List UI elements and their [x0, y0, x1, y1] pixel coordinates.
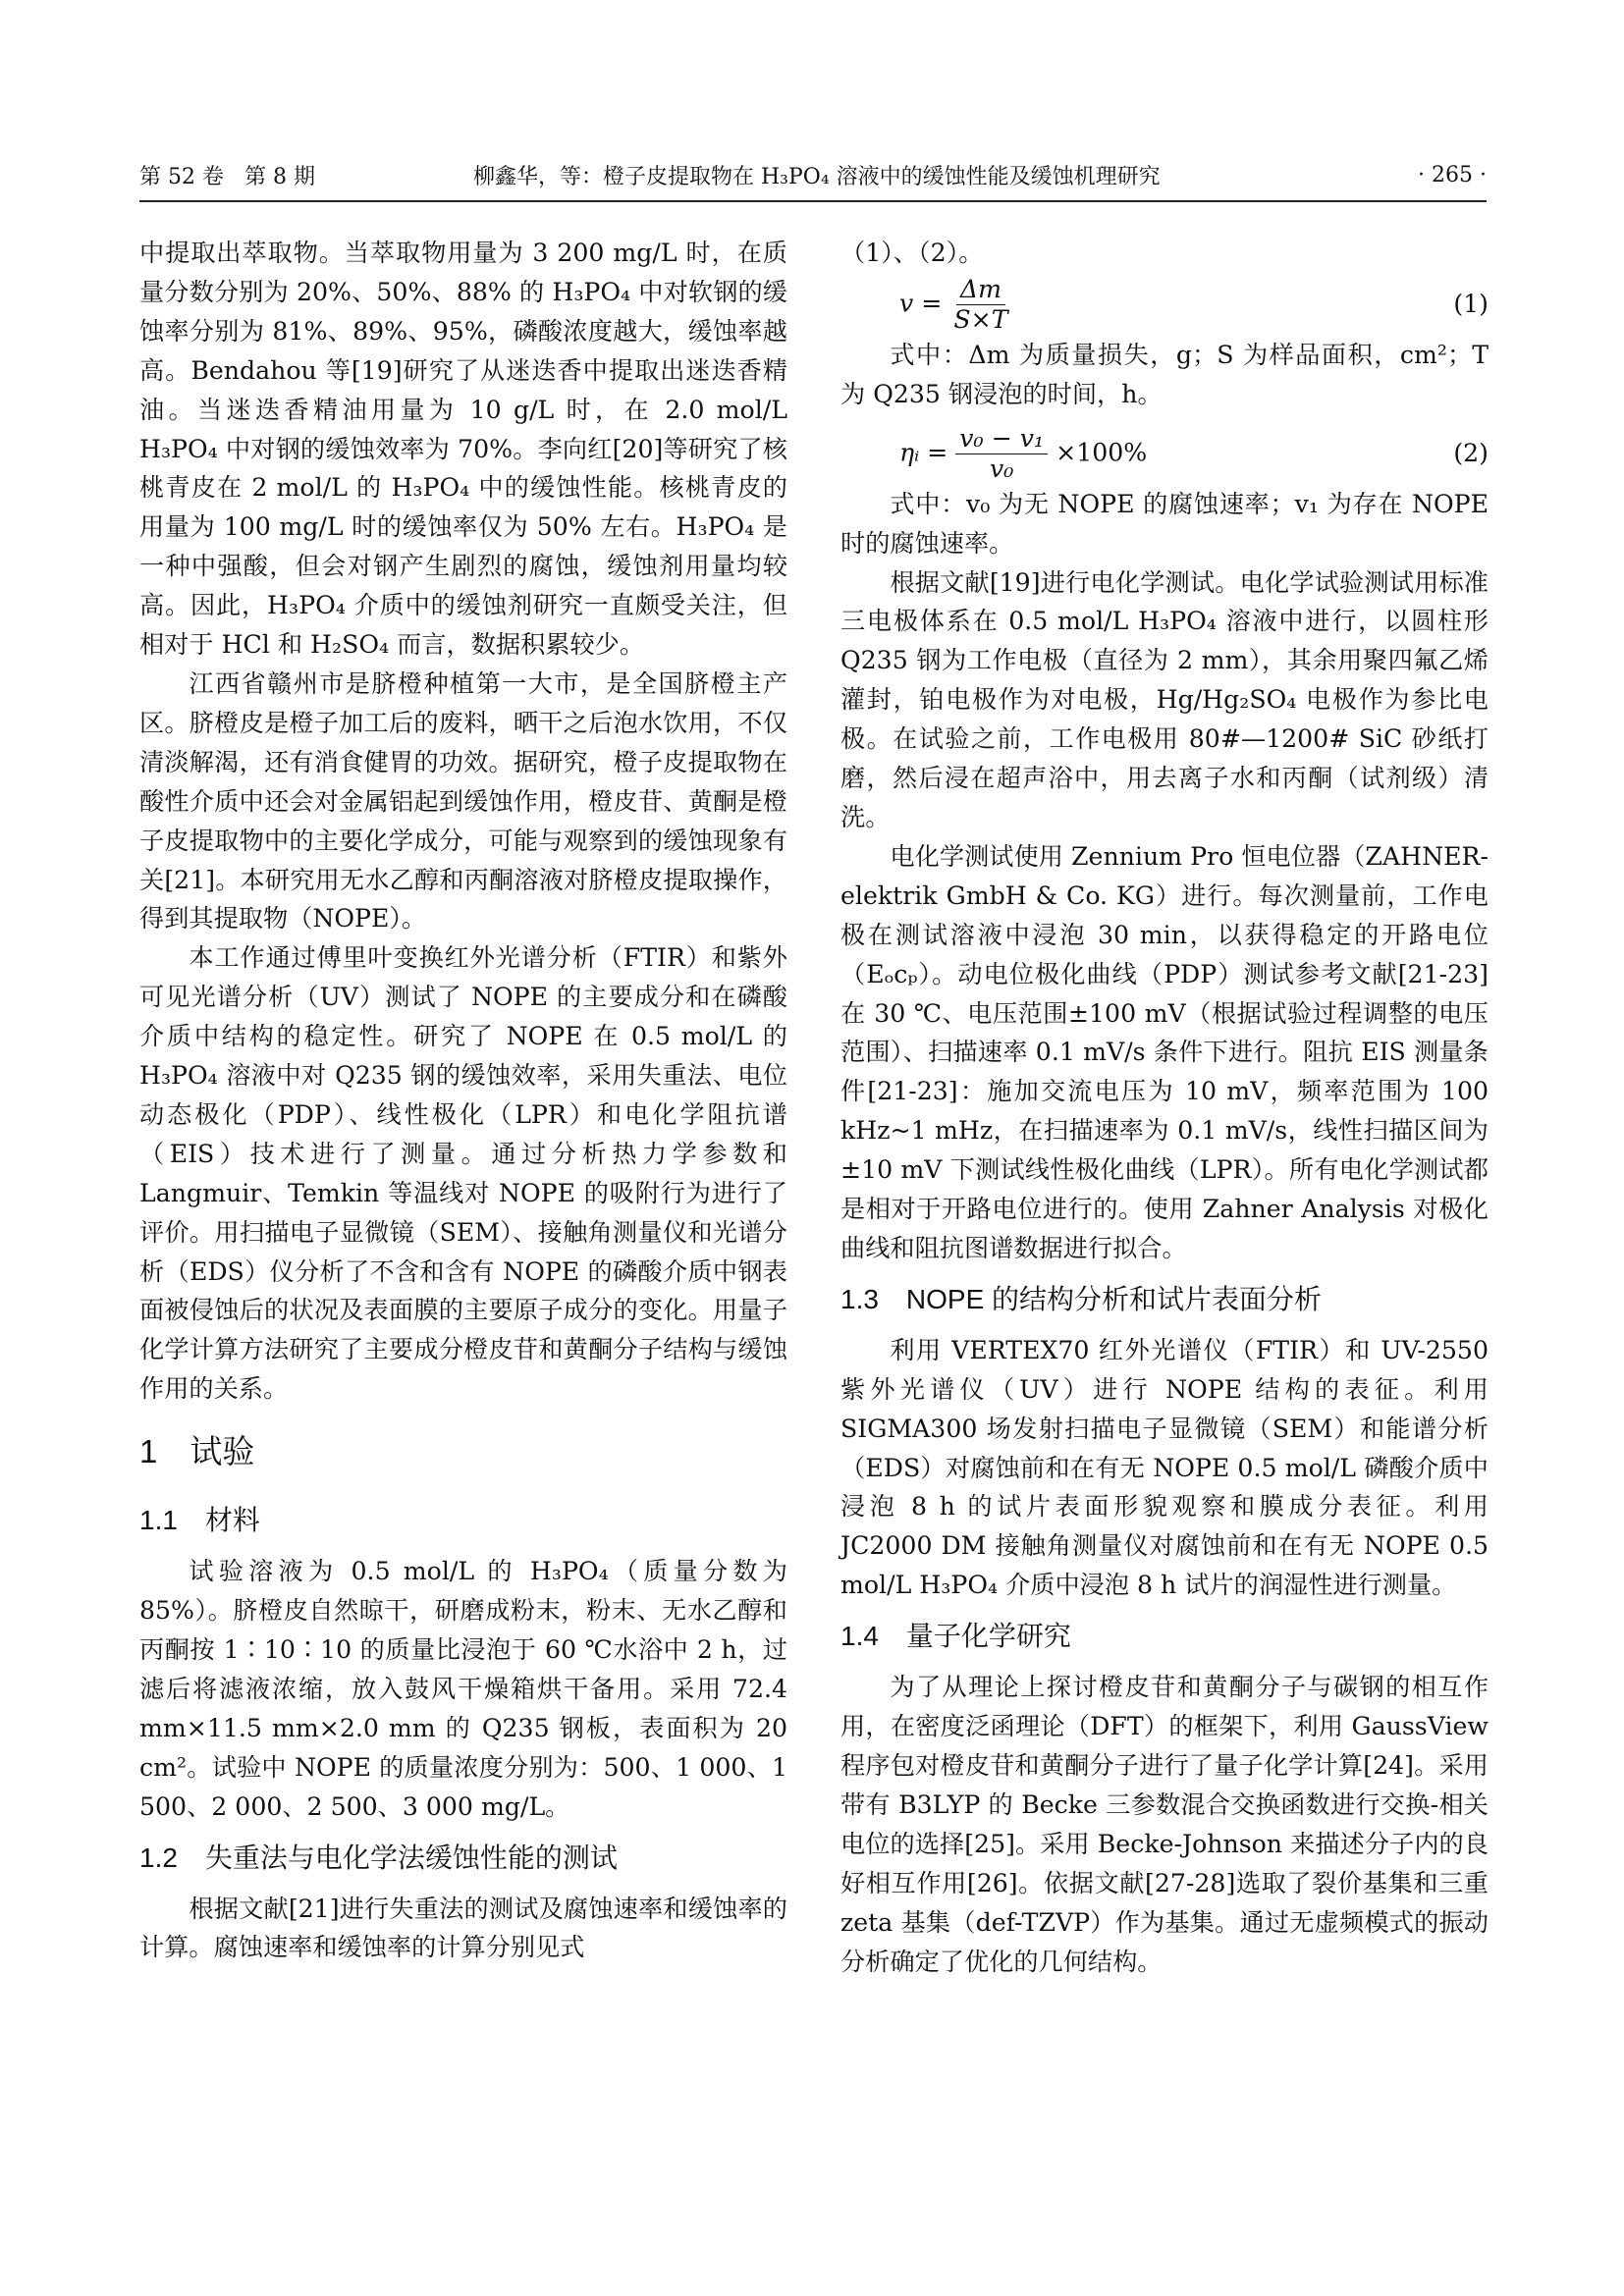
issue-label: 第 8 期 — [244, 164, 315, 189]
paragraph: 根据文献[19]进行电化学测试。电化学试验测试用标准三电极体系在 0.5 mol/L H₃PO₄ 溶液中进行，以圆柱形 Q235 钢为工作电极（直径为 2 mm），其余用聚四氟乙烯灌封，铂电极作为对电极，Hg/Hg₂SO₄ 电极作为参比电极。在试验之前，工作电极用 80#—1200# SiC 砂纸打磨，然后浸在超声浴中，用去离子水和丙酮（试剂级）清洗。 — [840, 567, 1489, 831]
eq2-number: (2) — [1453, 438, 1489, 467]
header-rule — [139, 200, 1487, 202]
volume-label: 第 52 卷 — [139, 164, 224, 189]
section-heading-1: 1 试验 — [139, 1433, 255, 1470]
eq1-fraction — [949, 275, 1011, 335]
running-header — [139, 155, 1487, 194]
eq1-numerator: Δm — [956, 275, 1005, 305]
equation-1 — [840, 273, 1489, 336]
paragraph: 式中：Δm 为质量损失，g；S 为样品面积，cm²；T 为 Q235 钢浸泡的时间，h。 — [840, 340, 1489, 408]
paragraph: （1）、（2）。 — [840, 239, 984, 267]
section-heading-1-1: 1.1 材料 — [139, 1505, 260, 1536]
paragraph: 电化学测试使用 Zennium Pro 恒电位器（ZAHNER-elektrik GmbH & Co. KG）进行。每次测量前，工作电极在测试溶液中浸泡 30 min，以获得稳定的开路电位（Eₒcₚ）。动电位极化曲线（PDP）测试参考文献[21-23]在 30 ℃、电压范围±100 mV（根据试验过程调整的电压范围）、扫描速率 0.1 mV/s 条件下进行。阻抗 EIS 测量条件[21-23]：施加交流电压为 10 mV，频率范围为 100 kHz~1 mHz，在扫描速率为 0.1 mV/s，线性扫描区间为±10 mV 下测试线性极化曲线（LPR）。所有电化学测试都是相对于开路电位进行的。使用 Zahner Analysis 对极化曲线和阻抗图谱数据进行拟合。 — [840, 841, 1489, 1262]
paragraph: 江西省赣州市是脐橙种植第一大市，是全国脐橙主产区。脐橙皮是橙子加工后的废料，晒干之后泡水饮用，不仅清淡解渴，还有消食健胃的功效。据研究，橙子皮提取物在酸性介质中还会对金属铝起到缓蚀作用，橙皮苷、黄酮是橙子皮提取物中的主要化学成分，可能与观察到的缓蚀现象有关[21]。本研究用无水乙醇和丙酮溶液对脐橙皮提取操作，得到其提取物（NOPE）。 — [139, 668, 787, 934]
eq2-numerator: v₀ − v₁ — [955, 424, 1048, 454]
paragraph: 本工作通过傅里叶变换红外光谱分析（FTIR）和紫外可见光谱分析（UV）测试了 NOPE 的主要成分和在磷酸介质中结构的稳定性。研究了 NOPE 在 0.5 mol/L 的 H₃PO₄ 溶液中对 Q235 钢的缓蚀效率，采用失重法、电位动态极化（PDP）、线性极化（LPR）和电化学阻抗谱（EIS）技术进行了测量。通过分析热力学参数和 Langmuir、Temkin 等温线对 NOPE 的吸附行为进行了评价。用扫描电子显微镜（SEM）、接触角测量仪和光谱分析（EDS）仪分析了不含和含有 NOPE 的磷酸介质中钢表面被侵蚀后的状况及表面膜的主要原子成分的变化。用量子化学计算方法研究了主要成分橙皮苷和黄酮分子结构与缓蚀作用的关系。 — [139, 943, 787, 1404]
eq2-denominator: v₀ — [990, 454, 1014, 483]
section-heading-1-2: 1.2 失重法与电化学法缓蚀性能的测试 — [139, 1842, 618, 1873]
paragraph: 试验溶液为 0.5 mol/L 的 H₃PO₄（质量分数为 85%）。脐橙皮自然晾干，研磨成粉末，粉末、无水乙醇和丙酮按 1∶10∶10 的质量比浸泡于 60 ℃水浴中 2 h，过滤后将滤液浓缩，放入鼓风干燥箱烘干备用。采用 72.4 mm×11.5 mm×2.0 mm 的 Q235 钢板，表面积为 20 cm²。试验中 NOPE 的质量浓度分别为：500、1 000、1 500、2 000、2 500、3 000 mg/L。 — [139, 1557, 787, 1821]
running-title: 柳鑫华，等：橙子皮提取物在 H₃PO₄ 溶液中的缓蚀性能及缓蚀机理研究 — [473, 164, 1161, 189]
paragraph: 为了从理论上探讨橙皮苷和黄酮分子与碳钢的相互作用，在密度泛函理论（DFT）的框架下，利用 GaussView 程序包对橙皮苷和黄酮分子进行了量子化学计算[24]。采用带有 B3LYP 的 Becke 三参数混合交换函数进行交换-相关电位的选择[25]。采用 Becke-Johnson 来描述分子内的良好相互作用[26]。依据文献[27-28]选取了裂价基集和三重 zeta 基集（def-TZVP）作为基集。通过无虚频模式的振动分析确定了优化的几何结构。 — [840, 1673, 1489, 1976]
eq1-lhs: v = — [899, 289, 943, 318]
section-heading-1-3: 1.3 NOPE 的结构分析和试片表面分析 — [840, 1283, 1323, 1314]
right-column — [840, 234, 1489, 1981]
left-column — [139, 234, 787, 1967]
eq1-number: (1) — [1453, 289, 1489, 318]
volume-issue — [139, 160, 315, 190]
paragraph: 利用 VERTEX70 红外光谱仪（FTIR）和 UV-2550 紫外光谱仪（UV）进行 NOPE 结构的表征。利用 SIGMA300 场发射扫描电子显微镜（SEM）和能谱分析（EDS）对腐蚀前和在有无 NOPE 0.5 mol/L 磷酸介质中浸泡 8 h 的试片表面形貌观察和膜成分表征。利用 JC2000 DM 接触角测量仪对腐蚀前和在有无 NOPE 0.5 mol/L H₃PO₄ 介质中浸泡 8 h 试片的润湿性进行测量。 — [840, 1335, 1489, 1600]
section-heading-1-4: 1.4 量子化学研究 — [840, 1621, 1071, 1652]
eq2-lhs: ηᵢ = — [899, 438, 948, 467]
paragraph: 式中：v₀ 为无 NOPE 的腐蚀速率；v₁ 为存在 NOPE 时的腐蚀速率。 — [840, 489, 1489, 558]
eq2-fraction — [955, 424, 1048, 484]
equation-2 — [840, 422, 1489, 485]
paragraph: 根据文献[21]进行失重法的测试及腐蚀速率和缓蚀率的计算。腐蚀速率和缓蚀率的计算分别见式 — [139, 1894, 787, 1962]
eq2-tail: ×100% — [1056, 438, 1148, 467]
page-number: · 265 · — [1418, 162, 1487, 187]
eq1-denominator: S×T — [953, 304, 1008, 334]
paragraph: 中提取出萃取物。当萃取物用量为 3 200 mg/L 时，在质量分数分别为 20%、50%、88% 的 H₃PO₄ 中对软钢的缓蚀率分别为 81%、89%、95%，磷酸浓度越大，缓蚀率越高。Bendahou 等[19]研究了从迷迭香中提取出迷迭香精油。当迷迭香精油用量为 10 g/L 时，在 2.0 mol/L H₃PO₄ 中对钢的缓蚀效率为 70%。李向红[20]等研究了核桃青皮在 2 mol/L 的 H₃PO₄ 中的缓蚀性能。核桃青皮的用量为 100 mg/L 时的缓蚀率仅为 50% 左右。H₃PO₄ 是一种中强酸，但会对钢产生剧烈的腐蚀，缓蚀剂用量均较高。因此，H₃PO₄ 介质中的缓蚀剂研究一直颇受关注，但相对于 HCl 和 H₂SO₄ 而言，数据积累较少。 — [139, 239, 787, 660]
